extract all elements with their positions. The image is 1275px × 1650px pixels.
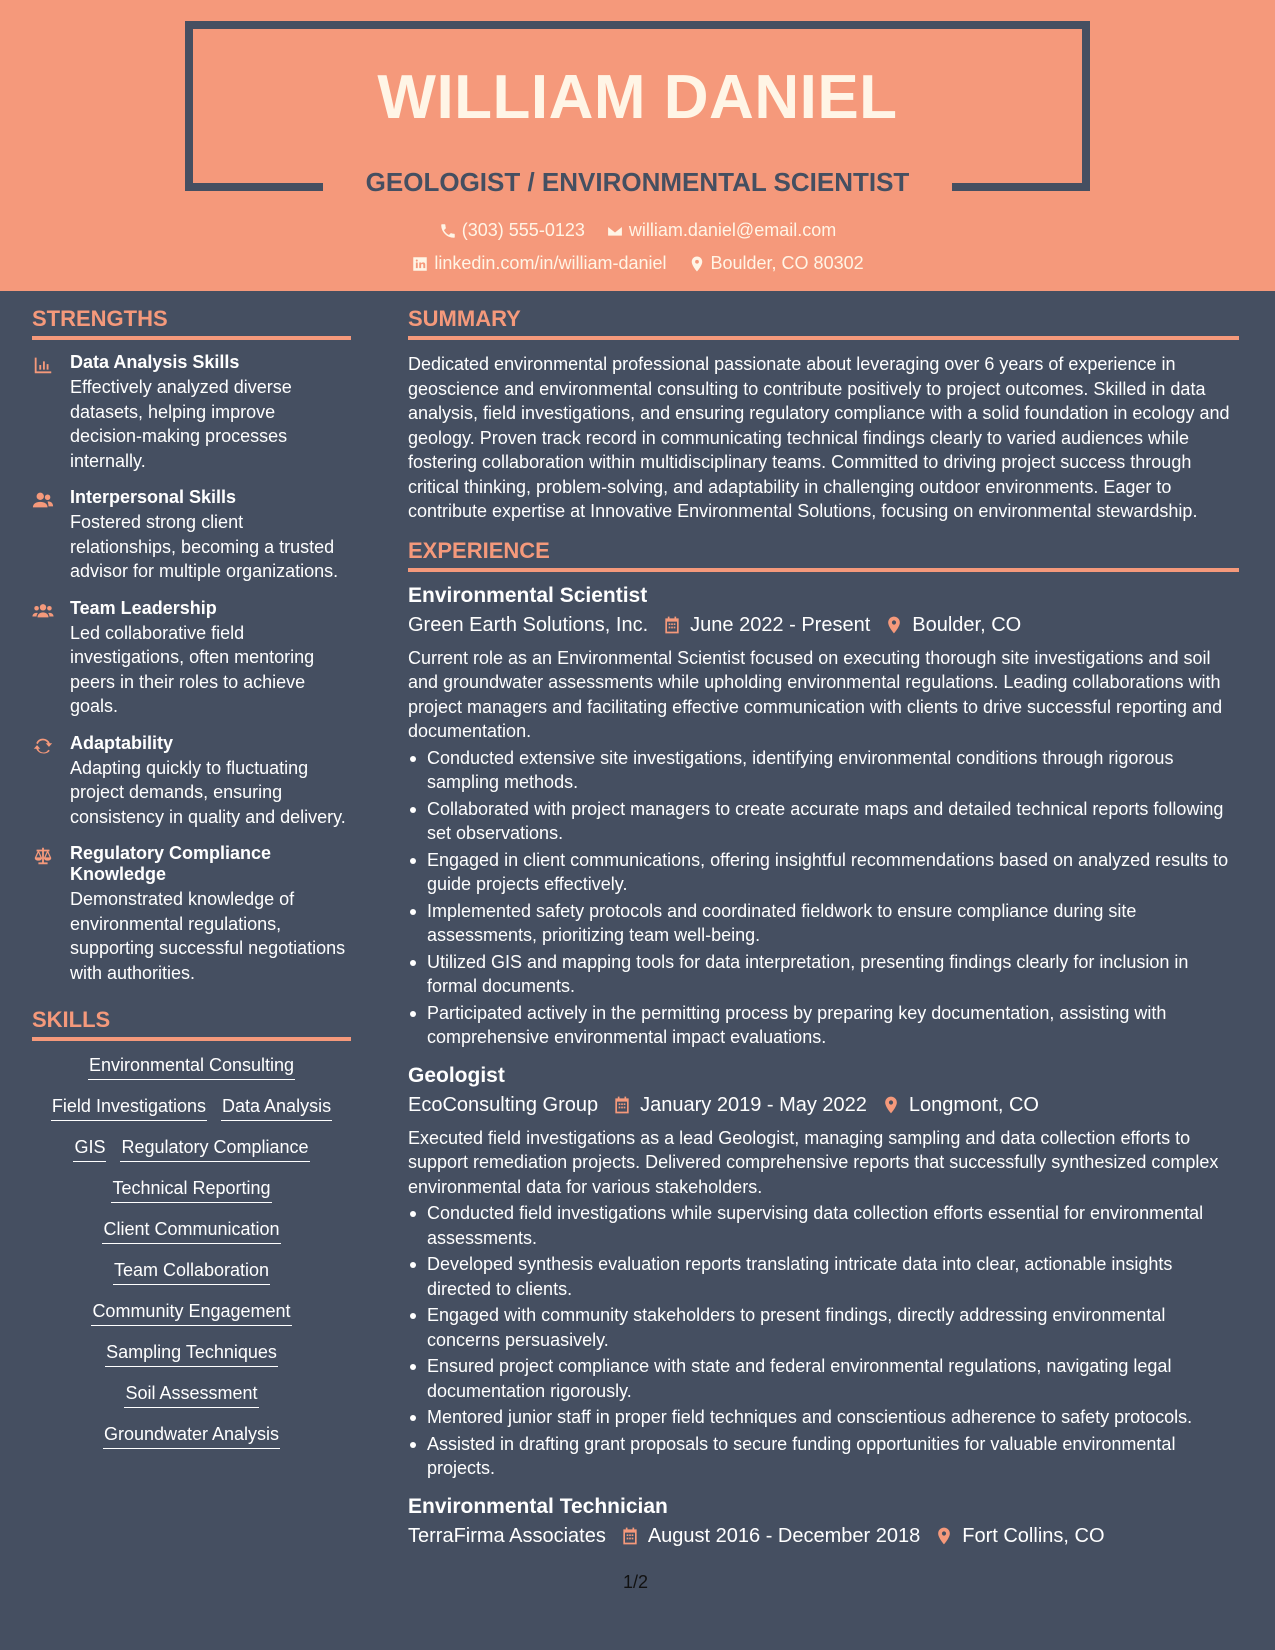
- linkedin-icon: [411, 255, 429, 273]
- job-entry: [408, 584, 1239, 1050]
- linkedin-contact[interactable]: [411, 253, 666, 274]
- strength-desc: Led collaborative field investigations, often mentoring peers in their roles to achieve goals.: [70, 622, 315, 716]
- skill-tag: Sampling Techniques: [105, 1340, 278, 1367]
- job-dates: June 2022 - Present: [690, 613, 871, 636]
- job-bullets: [408, 1201, 1239, 1481]
- phone-contact[interactable]: [439, 220, 585, 241]
- map-pin-icon: [881, 1095, 901, 1115]
- strength-item: [32, 733, 351, 830]
- skill-tag: Soil Assessment: [124, 1381, 258, 1408]
- calendar-icon: [620, 1526, 640, 1546]
- skill-tag: Regulatory Compliance: [120, 1135, 309, 1162]
- skills-heading: SKILLS: [32, 1007, 351, 1041]
- job-title: Geologist: [408, 1063, 505, 1087]
- strength-title: Adaptability: [70, 732, 174, 753]
- bullet-item: Collaborated with project managers to create accurate maps and detailed technical reports following set observations.: [408, 797, 1239, 846]
- summary-text: Dedicated environmental professional passionate about leveraging over 6 years of experience in geoscience and environmental consulting to contribute positively to project outcomes. Skilled in data analysis, field investigations, and ensuring regulatory compliance with a solid foundation in ecology and geology. Proven track record in communicating technical findings clearly to varied audiences while fostering collaboration within multidisciplinary teams. Committed to driving project success through critical thinking, problem-solving, and adaptability in challenging outdoor environments. Eager to contribute expertise at Innovative Environmental Solutions, focusing on environmental stewardship.: [408, 354, 1230, 521]
- map-pin-icon: [934, 1526, 954, 1546]
- balance-scale-icon: [32, 845, 54, 867]
- strength-item: [32, 487, 351, 584]
- contact-row-2: [0, 253, 1275, 278]
- strength-title: Data Analysis Skills: [70, 352, 240, 372]
- job-entry: [408, 1495, 1239, 1548]
- page-number: 1/2: [623, 1572, 649, 1592]
- bullet-item: Ensured project compliance with state and federal environmental regulations, navigating legal documentation rigorously.: [408, 1354, 1239, 1403]
- experience-heading: EXPERIENCE: [408, 538, 1239, 572]
- location-text: Boulder, CO 80302: [710, 253, 864, 273]
- job-location: Boulder, CO: [912, 613, 1022, 636]
- left-column: [32, 306, 351, 1463]
- job-title: Environmental Technician: [408, 1494, 668, 1518]
- bullet-item: Implemented safety protocols and coordinated fieldwork to ensure compliance during site assessments, prioritizing team well-being.: [408, 899, 1239, 948]
- job-dates: August 2016 - December 2018: [647, 1524, 921, 1547]
- job-meta: [408, 614, 1239, 637]
- job-description: Current role as an Environmental Scientist focused on executing thorough site investigations and soil and groundwater assessments while upholding environmental regulations. Leading collaborations with project managers and facilitating effective communication with clients to drive successful reporting and documentation.: [408, 647, 1223, 741]
- calendar-icon: [662, 615, 682, 635]
- bullet-item: Participated actively in the permitting process by preparing key documentation, assisting with comprehensive environmental impact evaluations.: [408, 1001, 1239, 1050]
- strengths-heading: STRENGTHS: [32, 306, 351, 340]
- skill-tag: Field Investigations: [51, 1094, 207, 1121]
- skills-list: [32, 1053, 351, 1449]
- job-bullets: [408, 746, 1239, 1050]
- strength-item: [32, 352, 351, 473]
- strength-item: [32, 843, 351, 985]
- strength-desc: Adapting quickly to fluctuating project demands, ensuring consistency in quality and delivery.: [70, 757, 346, 827]
- strength-item: [32, 598, 351, 719]
- job-meta: [408, 1525, 1239, 1548]
- job-title: Environmental Scientist: [408, 583, 648, 607]
- job-company: Green Earth Solutions, Inc.: [408, 613, 649, 636]
- strength-title: Team Leadership: [70, 597, 217, 618]
- bullet-item: Conducted extensive site investigations, identifying environmental conditions through rigorous sampling methods.: [408, 746, 1239, 795]
- sync-icon: [32, 735, 54, 757]
- user-group-icon: [32, 489, 54, 511]
- bullet-item: Developed synthesis evaluation reports translating intricate data into clear, actionable insights directed to clients.: [408, 1252, 1239, 1301]
- location-contact: [688, 253, 864, 274]
- job-location: Fort Collins, CO: [962, 1524, 1105, 1547]
- email-text: william.daniel@email.com: [628, 220, 837, 240]
- map-pin-icon: [884, 615, 904, 635]
- bullet-item: Engaged with community stakeholders to present findings, directly addressing environmental concerns persuasively.: [408, 1303, 1239, 1352]
- right-column: [408, 306, 1239, 1557]
- calendar-icon: [612, 1095, 632, 1115]
- strength-desc: Demonstrated knowledge of environmental regulations, supporting successful negotiations with authorities.: [70, 889, 346, 983]
- job-description: Executed field investigations as a lead Geologist, managing sampling and data collection efforts to support remediation projects. Delivered comprehensive reports that successfully synthesized complex environmental data for various stakeholders.: [408, 1127, 1219, 1197]
- skill-tag: Technical Reporting: [111, 1176, 271, 1203]
- skill-tag: GIS: [73, 1135, 106, 1162]
- job-meta: [408, 1094, 1239, 1117]
- users-icon: [32, 600, 54, 622]
- bar-chart-icon: [32, 354, 54, 376]
- job-title-headline: GEOLOGIST / ENVIRONMENTAL SCIENTIST: [365, 167, 910, 197]
- email-contact[interactable]: [606, 220, 836, 241]
- phone-icon: [439, 222, 457, 240]
- bullet-item: Assisted in drafting grant proposals to secure funding opportunities for valuable environmental projects.: [408, 1432, 1239, 1481]
- envelope-icon: [606, 222, 624, 240]
- strength-title: Regulatory Compliance Knowledge: [70, 843, 272, 884]
- bullet-item: Engaged in client communications, offering insightful recommendations based on analyzed results to guide projects effectively.: [408, 848, 1239, 897]
- bullet-item: Mentored junior staff in proper field techniques and conscientious adherence to safety protocols.: [408, 1405, 1239, 1430]
- job-dates: January 2019 - May 2022: [640, 1093, 867, 1116]
- job-entry: [408, 1064, 1239, 1481]
- skill-tag: Groundwater Analysis: [103, 1422, 280, 1449]
- strength-desc: Effectively analyzed diverse datasets, helping improve decision-making processes internally.: [70, 377, 292, 471]
- bullet-item: Utilized GIS and mapping tools for data interpretation, presenting findings clearly for inclusion in formal documents.: [408, 950, 1239, 999]
- job-company: TerraFirma Associates: [408, 1524, 606, 1547]
- skill-tag: Client Communication: [102, 1217, 280, 1244]
- contact-row-1: [0, 220, 1275, 245]
- linkedin-text: linkedin.com/in/william-daniel: [434, 253, 667, 273]
- skill-tag: Team Collaboration: [113, 1258, 270, 1285]
- map-pin-icon: [688, 255, 706, 273]
- phone-text: (303) 555-0123: [461, 220, 585, 240]
- bullet-item: Conducted field investigations while supervising data collection efforts essential for environmental assessments.: [408, 1201, 1239, 1250]
- skill-tag: Community Engagement: [91, 1299, 291, 1326]
- job-location: Longmont, CO: [908, 1093, 1039, 1116]
- skill-tag: Environmental Consulting: [88, 1053, 295, 1080]
- skill-tag: Data Analysis: [221, 1094, 332, 1121]
- resume-header: [0, 0, 1275, 291]
- candidate-name: WILLIAM DANIEL: [377, 63, 898, 132]
- strength-desc: Fostered strong client relationships, becoming a trusted advisor for multiple organizations.: [70, 512, 339, 581]
- summary-heading: SUMMARY: [408, 306, 1239, 340]
- strength-title: Interpersonal Skills: [70, 487, 237, 507]
- job-company: EcoConsulting Group: [408, 1093, 599, 1116]
